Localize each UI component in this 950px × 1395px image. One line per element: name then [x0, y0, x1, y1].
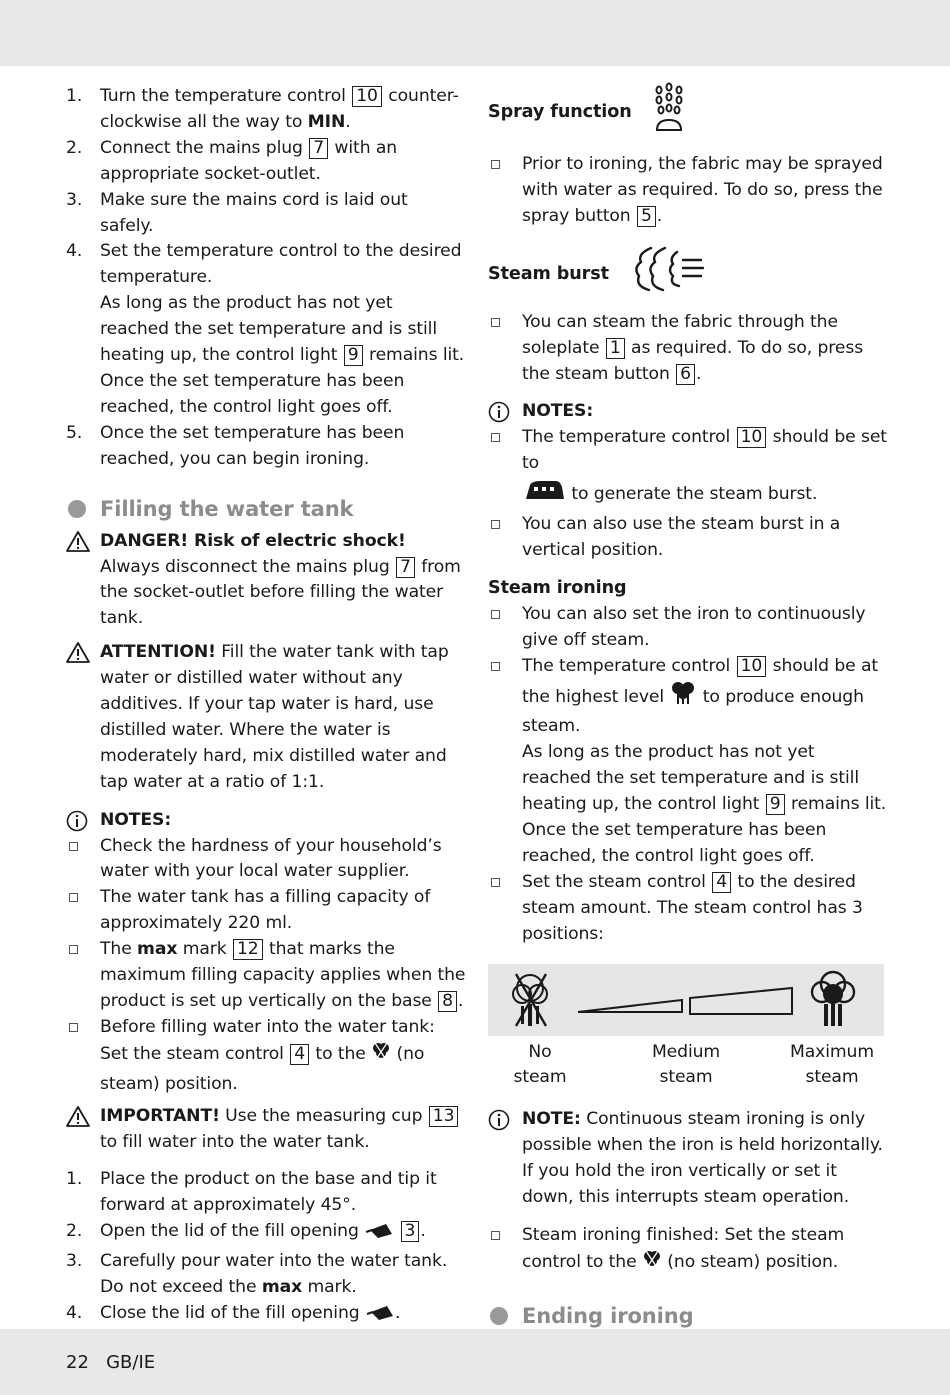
max-steam-icon: [669, 680, 697, 715]
spray-icon: [652, 82, 686, 145]
list-item: 3. Carefully pour water into the water tank. Do not exceed the max mark.: [66, 1251, 448, 1298]
list-item: The temperature control 10 should be at the highest level to produce enough steam. As long as the product has not yet reached the set temperature and is still heating up, the control light 9 remains lit. Once the set temperature has been reached, the control light goes off.: [488, 654, 888, 870]
steam-positions-diagram: [488, 964, 884, 1036]
part-number: 7: [309, 138, 328, 159]
list-item: 2. Open the lid of the fill opening 3 .: [66, 1219, 466, 1249]
bullet-dot-icon: [490, 1307, 508, 1325]
steam-burst-icon: [629, 242, 705, 307]
steam-positions-panel: [488, 964, 884, 1036]
important-warning: IMPORTANT! Use the measuring cup 13 to fill water into the water tank.: [66, 1104, 466, 1156]
list-item: Set the steam control 4 to the desired steam amount. The steam control has 3 positions:: [488, 870, 888, 948]
notes-block: NOTES:: [488, 399, 888, 425]
bullet-dot-icon: [68, 500, 86, 518]
right-column: [488, 84, 888, 1386]
part-number: 10: [352, 86, 382, 107]
list-item: 3. Make sure the mains cord is laid out safely.: [66, 189, 408, 236]
list-item: Check the hardness of your household’s water with your local water supplier.: [66, 834, 466, 886]
list-item: Before filling water into the water tank: Set the steam control 4 to the (no steam) position.: [66, 1015, 466, 1098]
part-number: 3: [401, 1221, 420, 1242]
list-item: The max mark 12 that marks the maximum filling capacity applies when the product is set up vertically on the base 8 .: [66, 937, 466, 1015]
section-heading: Ending ironing: [488, 1302, 888, 1330]
list-item: You can also set the iron to continuously give off steam.: [488, 602, 888, 654]
iron-max-icon: [522, 477, 566, 512]
subheading-steam-ironing: Steam ironing: [488, 577, 627, 598]
notes-block: NOTES:: [66, 808, 466, 834]
danger-warning: DANGER! Risk of electric shock! Always disconnect the mains plug 7 from the socket-outlet before filling the water tank.: [66, 529, 466, 633]
no-steam-icon: [371, 1041, 391, 1072]
list-item: Steam ironing finished: Set the steam control to the (no steam) position.: [488, 1223, 888, 1280]
part-number: 4: [712, 872, 731, 893]
steam-level-ramp: [578, 988, 792, 1014]
subheading-spray: Spray function: [488, 84, 888, 142]
part-number: 5: [637, 206, 656, 227]
position-label: No steam: [513, 1041, 567, 1088]
attention-warning: ATTENTION! Fill the water tank with tap water or distilled water without any additives. If your tap water is hard, use distilled water. Where the water is moderately hard, mix distilled water and tap water at a ratio of 1:1.: [66, 640, 466, 795]
list-item: You can steam the fabric through the soleplate 1 as required. To do so, press the steam button 6 .: [488, 310, 888, 388]
part-number: 6: [676, 364, 695, 385]
note-block: NOTE: Continuous steam ironing is only possible when the iron is held horizontally. If you hold the iron vertically or set it down, this interrupts steam operation.: [488, 1107, 888, 1211]
list-item: 4. Close the lid of the fill opening .: [66, 1301, 466, 1331]
left-column: [66, 84, 466, 1331]
list-item: The water tank has a filling capacity of approximately 220 ml.: [66, 885, 466, 937]
no-steam-icon: [642, 1249, 662, 1280]
page-number: 22: [66, 1352, 89, 1373]
no-steam-icon: [513, 974, 547, 1026]
part-number: 1: [606, 338, 625, 359]
locale-label: GB/IE: [106, 1352, 156, 1373]
section-heading: Filling the water tank: [66, 495, 466, 523]
list-item: 5. Once the set temperature has been reached, you can begin ironing.: [66, 422, 405, 469]
warning-triangle-icon: [66, 531, 90, 561]
part-number: 10: [737, 427, 767, 448]
part-number: 13: [429, 1106, 459, 1127]
warning-triangle-icon: [66, 1106, 90, 1136]
warning-triangle-icon: [66, 642, 90, 672]
steam-position-labels: [488, 1040, 884, 1092]
list-item: The temperature control 10 should be set to to generate the steam burst.: [488, 425, 888, 512]
list-item: You can also use the steam burst in a vertical position.: [488, 512, 888, 564]
info-icon: [488, 1109, 510, 1140]
part-number: 7: [396, 557, 415, 578]
part-number: 4: [290, 1044, 309, 1065]
header-band: [0, 0, 950, 66]
part-number: 10: [737, 656, 767, 677]
part-number: 9: [766, 794, 785, 815]
fill-opening-icon: [365, 1302, 395, 1331]
position-label: Maximum steam: [790, 1041, 874, 1088]
list-item: 4. Set the temperature control to the desired temperature. As long as the product has not yet reached the set temperature and is still heating up, the control light 9 remains lit. Once the set temperature has been reached, the control light goes off.: [66, 241, 465, 417]
part-number: 8: [438, 991, 457, 1012]
list-item: 2. Connect the mains plug 7 with an appropriate socket-outlet.: [66, 137, 398, 184]
page-footer: [66, 1352, 155, 1373]
max-steam-icon: [812, 972, 854, 1026]
list-item: Prior to ironing, the fabric may be sprayed with water as required. To do so, press the spray button 5 .: [488, 152, 888, 230]
part-number: 12: [233, 939, 263, 960]
position-label: Medium steam: [651, 1041, 721, 1088]
subheading-steam-burst: Steam burst: [488, 240, 888, 310]
list-item: 1. Turn the temperature control 10 counter-clockwise all the way to MIN.: [66, 86, 459, 132]
part-number: 9: [344, 345, 363, 366]
list-item: 1. Place the product on the base and tip it forward at approximately 45°.: [66, 1169, 437, 1216]
fill-opening-icon: [364, 1220, 394, 1249]
